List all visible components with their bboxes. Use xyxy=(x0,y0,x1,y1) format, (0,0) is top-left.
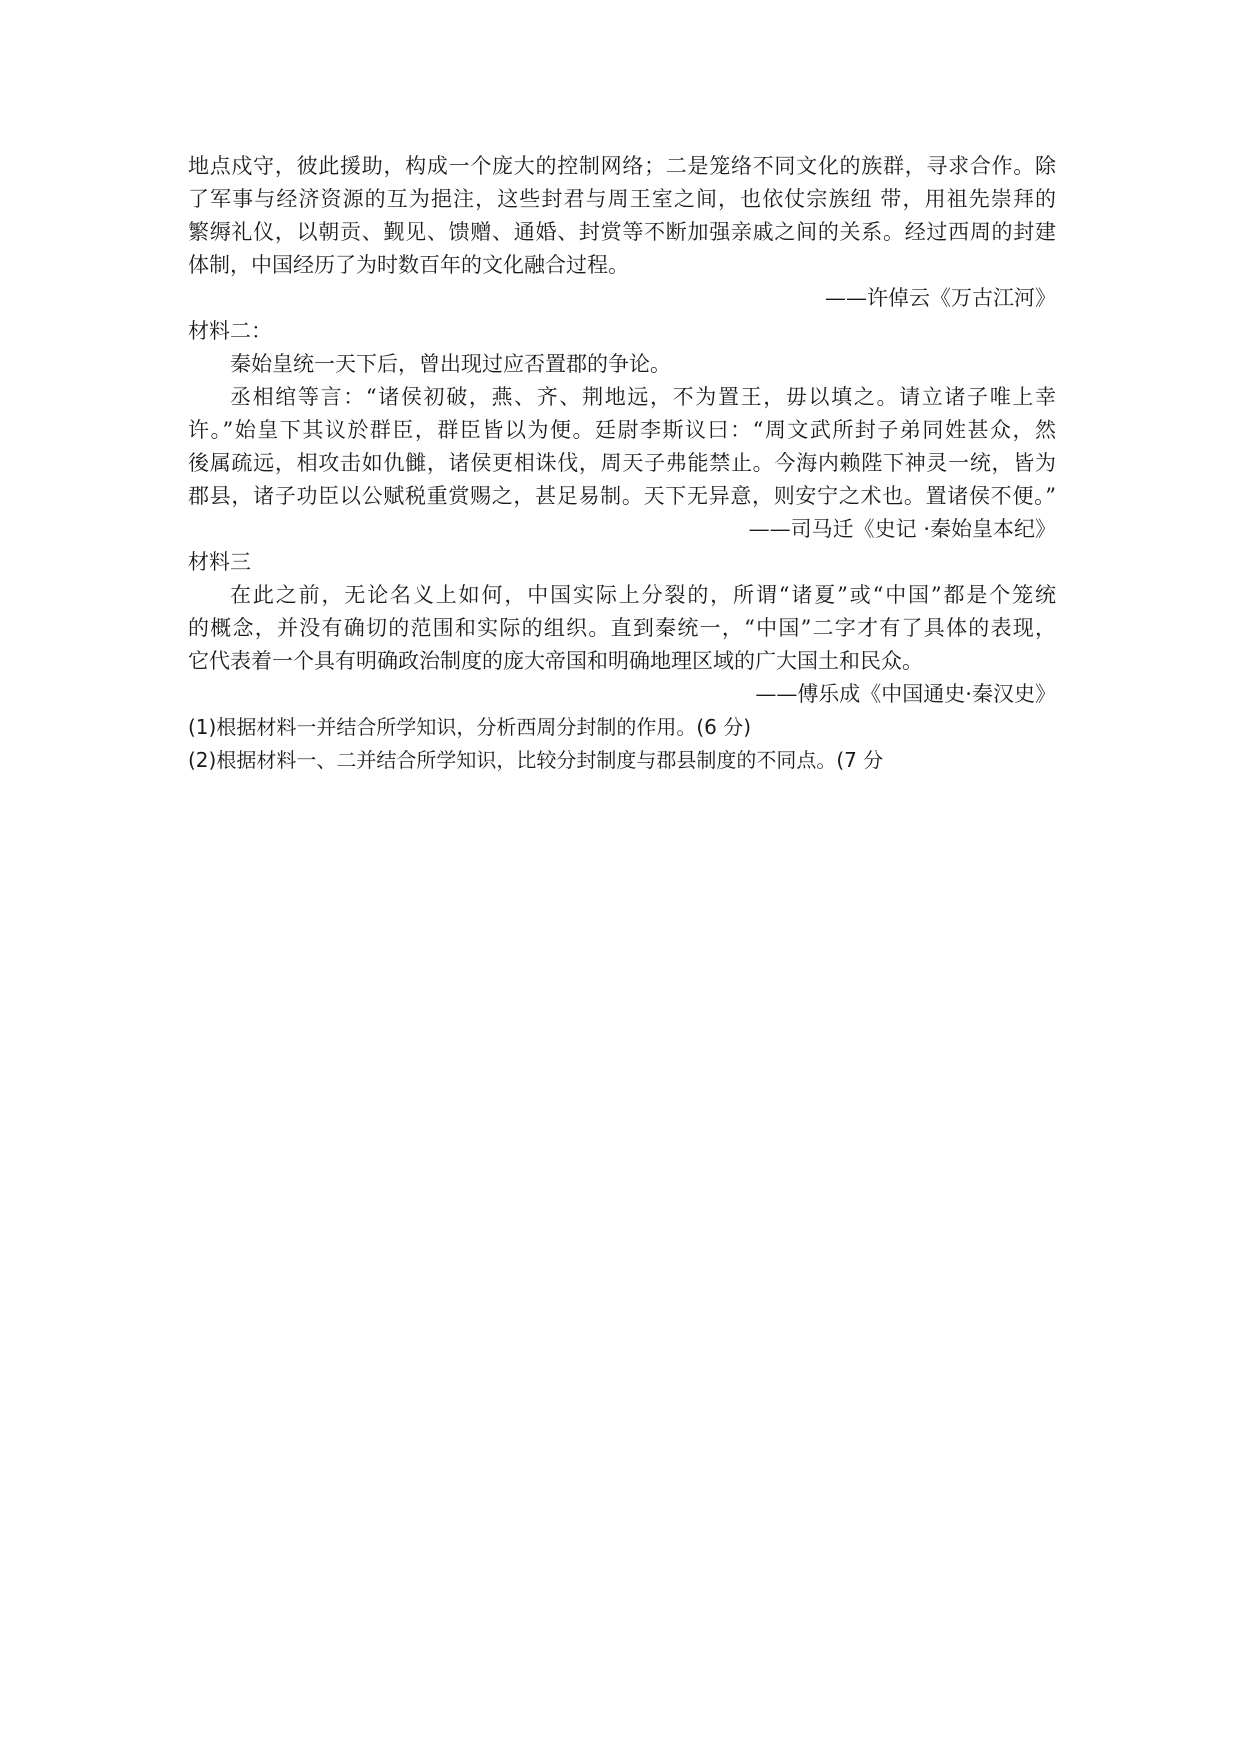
material3-line: 的概念，并没有确切的范围和实际的组织。直到秦统一，“中国”二字才有了具体的表现， xyxy=(188,616,1056,640)
material1-line: 地点戍守，彼此援助，构成一个庞大的控制网络；二是笼络不同文化的族群，寻求合作。除 xyxy=(188,154,1056,178)
material2-source: ——司马迁《史记 ·秦始皇本纪》 xyxy=(748,517,1056,541)
material1-line: 繁缛礼仪，以朝贡、觐见、馈赠、通婚、封赏等不断加强亲戚之间的关系。经过西周的封建 xyxy=(188,220,1056,244)
material3-line: 在此之前，无论名义上如何，中国实际上分裂的，所谓“诸夏”或“中国”都是个笼统 xyxy=(230,583,1056,607)
material2-line: 许。”始皇下其议於群臣，群臣皆以为便。廷尉李斯议曰：“周文武所封子弟同姓甚众，然 xyxy=(188,418,1056,442)
material2-line: 郡县，诸子功臣以公赋税重赏赐之，甚足易制。天下无异意，则安宁之术也。置诸侯不便。” xyxy=(188,484,1056,508)
document-page xyxy=(188,150,1056,777)
material3-line: 它代表着一个具有明确政治制度的庞大帝国和明确地理区域的广大国土和民众。 xyxy=(188,649,923,673)
material1-line: 体制，中国经历了为时数百年的文化融合过程。 xyxy=(188,253,629,277)
material1-source: ——许倬云《万古江河》 xyxy=(825,286,1056,310)
material1-line: 了军事与经济资源的互为挹注，这些封君与周王室之间，也依仗宗族纽 带，用祖先崇拜的 xyxy=(188,187,1056,211)
material3-heading: 材料三 xyxy=(188,550,251,574)
question-2: (2)根据材料一、二并结合所学知识，比较分封制度与郡县制度的不同点。(7 分 xyxy=(188,748,884,772)
material2-line: 後属疏远，相攻击如仇雠，诸侯更相诛伐，周天子弗能禁止。今海内赖陛下神灵一统，皆为 xyxy=(188,451,1056,475)
material2-intro: 秦始皇统一天下后，曾出现过应否置郡的争论。 xyxy=(230,352,671,376)
material2-line: 丞相绾等言：“诸侯初破，燕、齐、荆地远，不为置王，毋以填之。请立诸子唯上幸 xyxy=(230,385,1056,409)
material2-heading: 材料二： xyxy=(188,319,272,343)
material3-source: ——傅乐成《中国通史·秦汉史》 xyxy=(755,682,1056,706)
question-1: (1)根据材料一并结合所学知识，分析西周分封制的作用。(6 分) xyxy=(188,715,752,739)
